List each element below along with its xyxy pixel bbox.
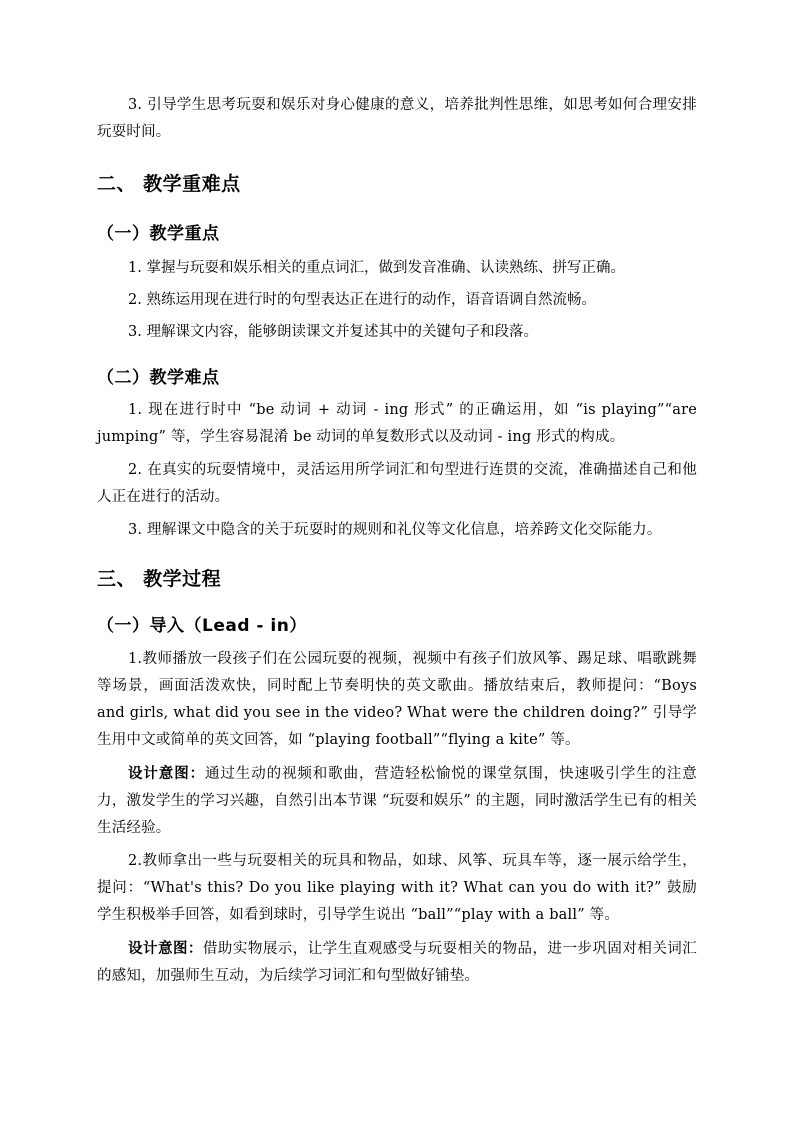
subsection-heading-difficulty: （二）教学难点	[97, 368, 220, 388]
design-intent-2	[97, 935, 697, 990]
design-intent-text: 通过生动的视频和歌曲，营造轻松愉悦的课堂氛围，快速吸引学生的注意力，激发学生的学习兴趣，自然引出本节课 “玩耍和娱乐” 的主题，同时激活学生已有的相关生活经验。	[97, 766, 698, 836]
design-intent-text: 借助实物展示，让学生直观感受与玩耍相关的物品，进一步巩固对相关词汇的感知，加强师生互动，为后续学习词汇和句型做好铺垫。	[97, 941, 697, 984]
lead-in-step-1: 1.教师播放一段孩子们在公园玩耍的视频，视频中有孩子们放风筝、踢足球、唱歌跳舞等场景，画面活泼欢快，同时配上节奏明快的英文歌曲。播放结束后，教师提问：“Boys and girls, what did you see in the video? What were the children doing?” 引导学生用中文或简单的英文回答，如 “playing football”“flying a kite” 等。	[97, 651, 697, 748]
subsection-heading-focus: （一）教学重点	[97, 224, 220, 244]
difficulty-item-2: 2. 在真实的玩耍情境中，灵活运用所学词汇和句型进行连贯的交流，准确描述自己和他人正在进行的活动。	[97, 462, 697, 505]
document-page	[97, 92, 697, 990]
section-heading-process: 三、 教学过程	[97, 568, 222, 590]
subsection-heading-lead-in: （一）导入（Lead - in）	[97, 616, 307, 636]
section-heading-key-points: 二、 教学重难点	[97, 173, 241, 195]
focus-item-2: 2. 熟练运用现在进行时的句型表达正在进行的动作，语音语调自然流畅。	[128, 292, 596, 308]
objective-item-3: 3. 引导学生思考玩耍和娱乐对身心健康的意义，培养批判性思维，如思考如何合理安排玩耍时间。	[97, 97, 697, 140]
difficulty-item-3: 3. 理解课文中隐含的关于玩耍时的规则和礼仪等文化信息，培养跨文化交际能力。	[128, 522, 662, 538]
design-intent-label: 设计意图：	[128, 940, 203, 957]
design-intent-label: 设计意图：	[128, 765, 205, 782]
focus-item-3: 3. 理解课文内容，能够朗读课文并复述其中的关键句子和段落。	[128, 324, 538, 340]
design-intent-1	[97, 760, 697, 842]
difficulty-item-1: 1. 现在进行时中 “be 动词 + 动词 - ing 形式” 的正确运用，如 “is playing”“are jumping” 等，学生容易混淆 be 动词的单复数形式以及动词 - ing 形式的构成。	[97, 402, 697, 445]
lead-in-step-2: 2.教师拿出一些与玩耍相关的玩具和物品，如球、风筝、玩具车等，逐一展示给学生，提问：“What's this? Do you like playing with it? What can you do with it?” 鼓励学生积极举手回答，如看到球时，引导学生说出 “ball”“play with a ball” 等。	[97, 853, 697, 923]
focus-item-1: 1. 掌握与玩耍和娱乐相关的重点词汇，做到发音准确、认读熟练、拼写正确。	[128, 260, 625, 276]
